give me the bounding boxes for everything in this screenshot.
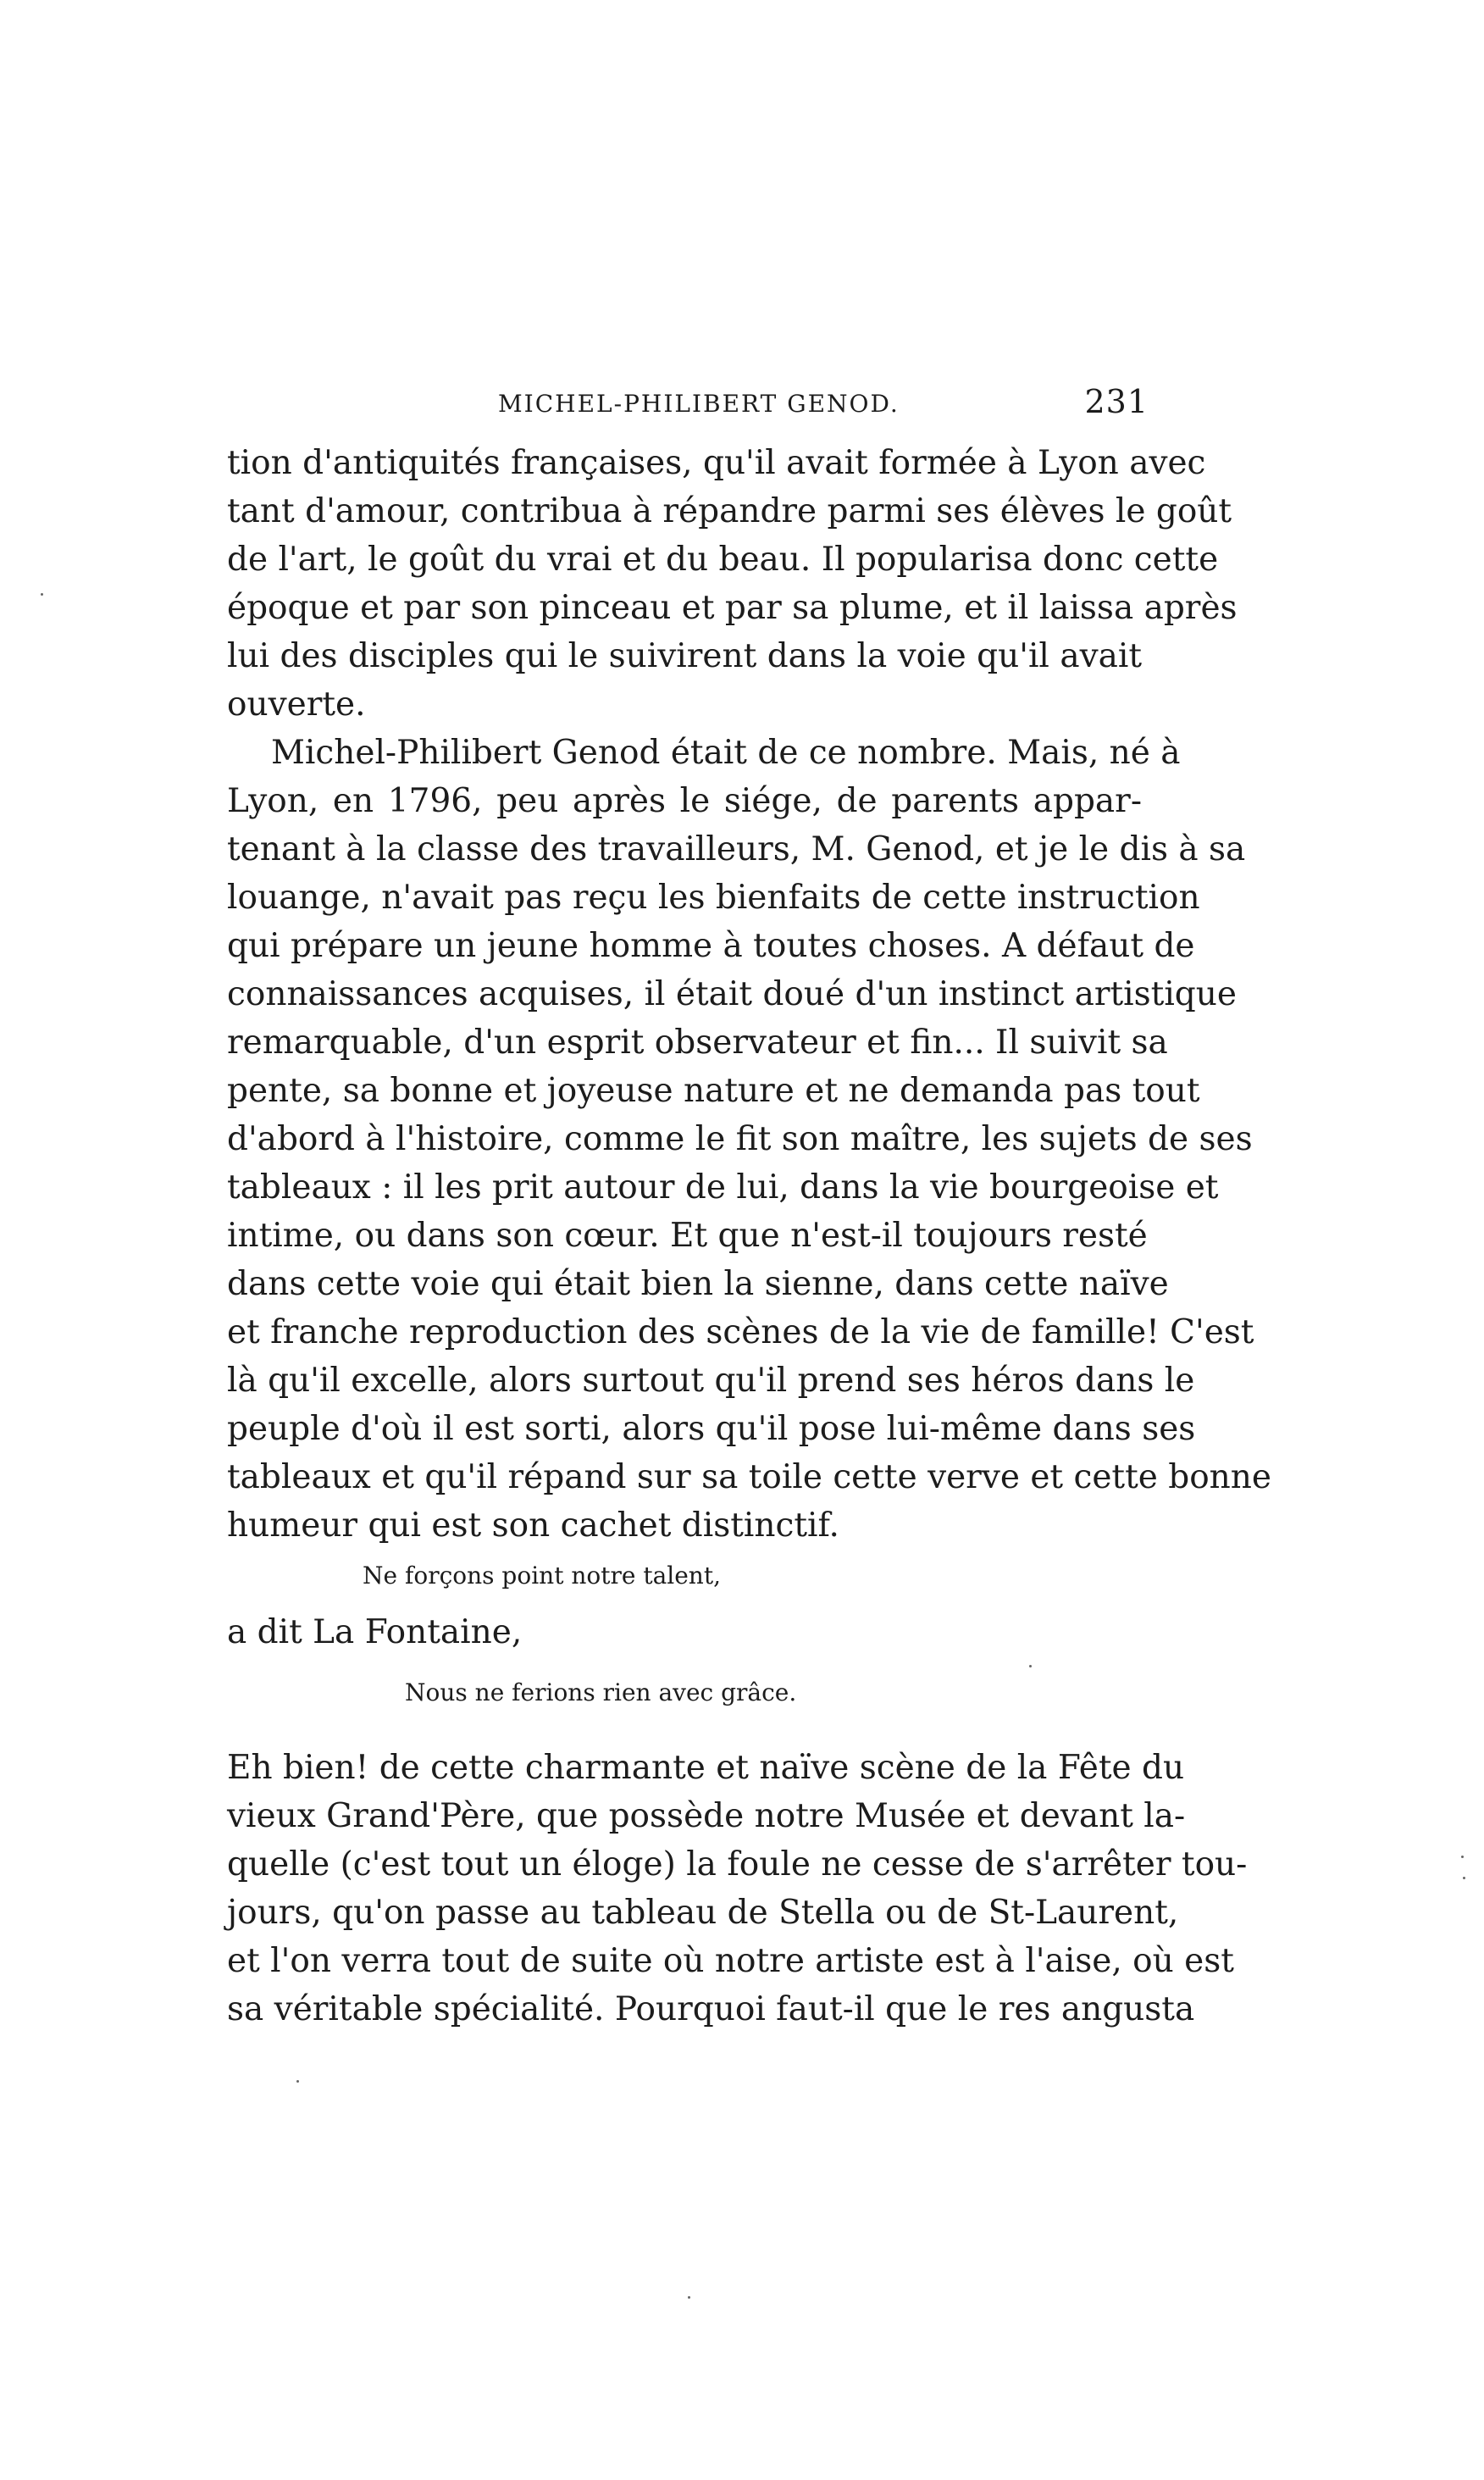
text-line: jours, qu'on passe au tableau de Stella ou de St-Laurent, [227,1894,1179,1932]
text-line: peuple d'où il est sorti, alors qu'il pose lui-même dans ses [227,1410,1196,1448]
scan-speck [1463,1877,1465,1879]
text-line: qui prépare un jeune homme à toutes choses. A défaut de [227,927,1195,965]
text-line: Eh bien! de cette charmante et naïve scène de la Fête du [227,1749,1185,1787]
scan-speck [41,593,43,596]
page-number: 231 [1084,383,1149,420]
text-line: tant d'amour, contribua à répandre parmi ses élèves le goût [227,492,1232,530]
scan-speck [296,2080,299,2083]
text-line: quelle (c'est tout un éloge) la foule ne cesse de s'arrêter tou- [227,1845,1248,1884]
text-line: lui des disciples qui le suivirent dans la voie qu'il avait [227,637,1142,675]
text-line: de l'art, le goût du vrai et du beau. Il popularisa donc cette [227,541,1219,579]
text-line: dans cette voie qui était bien la sienne, dans cette naïve [227,1265,1169,1303]
scan-speck [1029,1665,1032,1667]
text-line: Lyon, en 1796, peu après le siége, de parents appar- [227,782,1142,820]
text-line: intime, ou dans son cœur. Et que n'est-il toujours resté [227,1217,1148,1255]
text-line: vieux Grand'Père, que possède notre Musée et devant la- [227,1797,1186,1835]
text-line: humeur qui est son cachet distinctif. [227,1506,839,1545]
text-line: époque et par son pinceau et par sa plume, et il laissa après [227,589,1238,627]
text-line: pente, sa bonne et joyeuse nature et ne demanda pas tout [227,1072,1200,1110]
verse-quote: Nous ne ferions rien avec grâce. [405,1678,797,1706]
text-line: tenant à la classe des travailleurs, M. Genod, et je le dis à sa [227,830,1246,868]
text-line: et l'on verra tout de suite où notre artiste est à l'aise, où est [227,1942,1234,1980]
verse-quote: Ne forçons point notre talent, [363,1562,721,1590]
page-header [227,383,1149,425]
scan-speck [688,2296,690,2299]
text-line: et franche reproduction des scènes de la vie de famille! C'est [227,1313,1254,1351]
text-line: ouverte. [227,685,366,724]
attribution-line: a dit La Fontaine, [227,1613,523,1651]
text-line: sa véritable spécialité. Pourquoi faut-il que le res angusta [227,1990,1195,2028]
text-line: louange, n'avait pas reçu les bienfaits de cette instruction [227,879,1200,917]
text-line: d'abord à l'histoire, comme le fit son maître, les sujets de ses [227,1120,1253,1158]
text-line: là qu'il excelle, alors surtout qu'il prend ses héros dans le [227,1362,1195,1400]
text-line: tableaux : il les prit autour de lui, dans la vie bourgeoise et [227,1168,1219,1207]
text-line: Michel-Philibert Genod était de ce nombre. Mais, né à [271,734,1181,772]
scan-speck [1461,1856,1464,1858]
text-line: remarquable, d'un esprit observateur et fin... Il suivit sa [227,1024,1168,1062]
text-line: tableaux et qu'il répand sur sa toile cette verve et cette bonne [227,1458,1271,1496]
running-title: MICHEL-PHILIBERT GENOD. [498,390,900,418]
text-line: tion d'antiquités françaises, qu'il avait formée à Lyon avec [227,444,1206,482]
text-line: connaissances acquises, il était doué d'un instinct artistique [227,975,1237,1013]
